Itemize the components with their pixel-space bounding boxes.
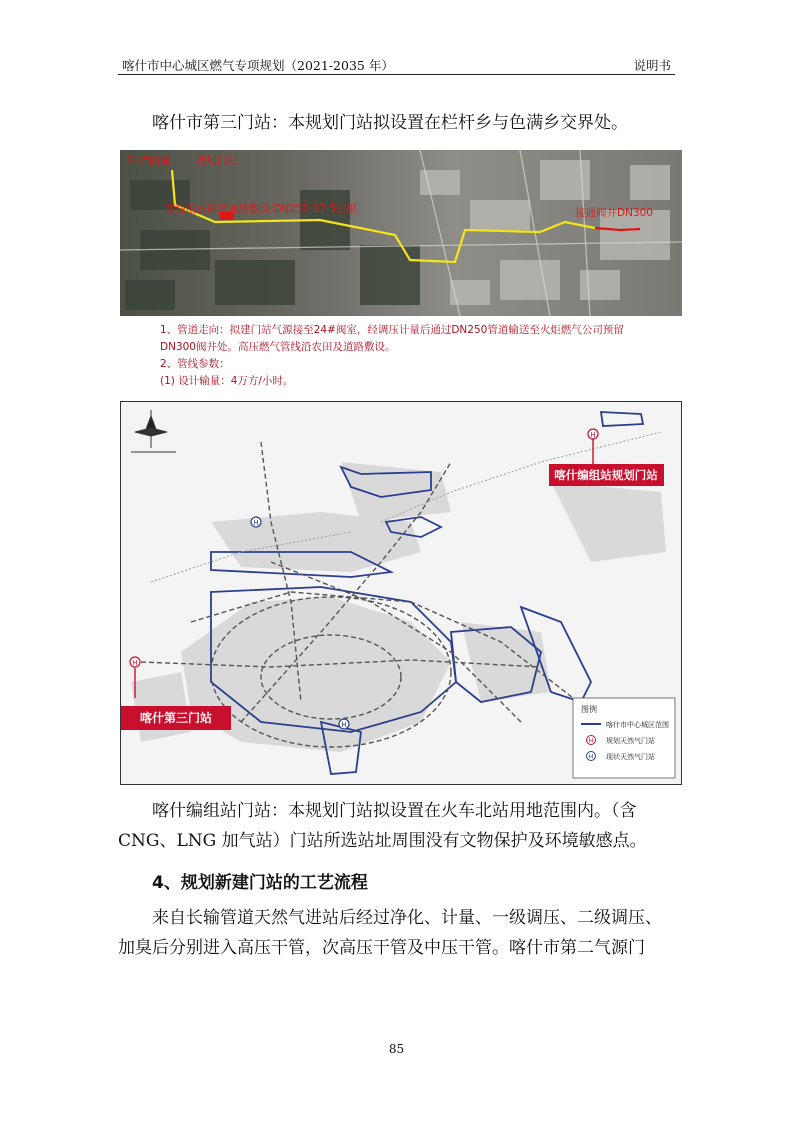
legend-title: 图例 (581, 705, 597, 714)
station-marker-icon: H (341, 721, 347, 729)
header-section: 说明书 (633, 58, 671, 73)
pipeline-notes (160, 322, 680, 390)
legend-existing-icon: H (588, 753, 594, 761)
callout-north-label: 喀什编组站规划门站 (554, 468, 658, 482)
satellite-label-pipeline: 管线沿农田及道路敷设 DN250 12.5公里 (165, 203, 358, 215)
page-header (118, 56, 675, 75)
paragraph-line: 来自长输管道天然气进站后经过净化、计量、一级调压、二级调压、 (152, 908, 662, 928)
planned-station-marker (251, 517, 261, 527)
paragraph-line: CNG、LNG 加气站）门站所选站址周围没有文物保护及环境敏感点。 (118, 831, 647, 851)
note-line: 1、管道走向：拟建门站气源接至24#阀室，经调压计量后通过DN250管道输送至火炬燃气公司预留 (160, 324, 624, 336)
page-number: 85 (388, 1042, 405, 1056)
note-line: 2、管线参数： (160, 358, 230, 370)
satellite-illustration (120, 150, 682, 316)
satellite-image (120, 150, 682, 316)
satellite-label-junction: 接通阀井DN300 (575, 207, 653, 219)
satellite-label-valve: 24#阀室 (126, 154, 172, 167)
note-line: (1) 设计输量：4万方/小时。 (160, 375, 294, 387)
paragraph-line: 加臭后分别进入高压干管，次高压干管及中压干管。喀什市第二气源门 (118, 938, 645, 958)
city-gas-station-map (120, 401, 682, 785)
paragraph-process-flow (118, 903, 684, 963)
paragraph-third-station: 喀什市第三门站：本规划门站拟设置在栏杆乡与色满乡交界处。 (152, 113, 628, 133)
station-marker-icon: H (590, 431, 596, 439)
satellite-label-station: 规划门站 (195, 154, 239, 167)
map-legend (573, 698, 675, 778)
station-marker-icon: H (132, 659, 138, 667)
station-marker-icon: H (253, 519, 259, 527)
section-heading: 4、规划新建门站的工艺流程 (152, 873, 368, 893)
paragraph-marshalling-station (118, 796, 684, 856)
legend-item-planned: 规划天然气门站 (606, 737, 655, 745)
callout-west-label: 喀什第三门站 (139, 711, 213, 725)
paragraph-line: 喀什编组站门站：本规划门站拟设置在火车北站用地范围内。（含 (152, 801, 637, 821)
legend-item-existing: 现状天然气门站 (606, 753, 655, 761)
legend-item-boundary: 喀什市中心城区范围 (606, 721, 669, 729)
legend-planned-icon: H (588, 737, 594, 745)
existing-station-marker (339, 719, 349, 729)
note-line: DN300阀井处。高压燃气管线沿农田及道路敷设。 (160, 341, 396, 353)
map-illustration (121, 402, 682, 785)
header-title: 喀什市中心城区燃气专项规划（2021-2035 年） (122, 58, 394, 73)
